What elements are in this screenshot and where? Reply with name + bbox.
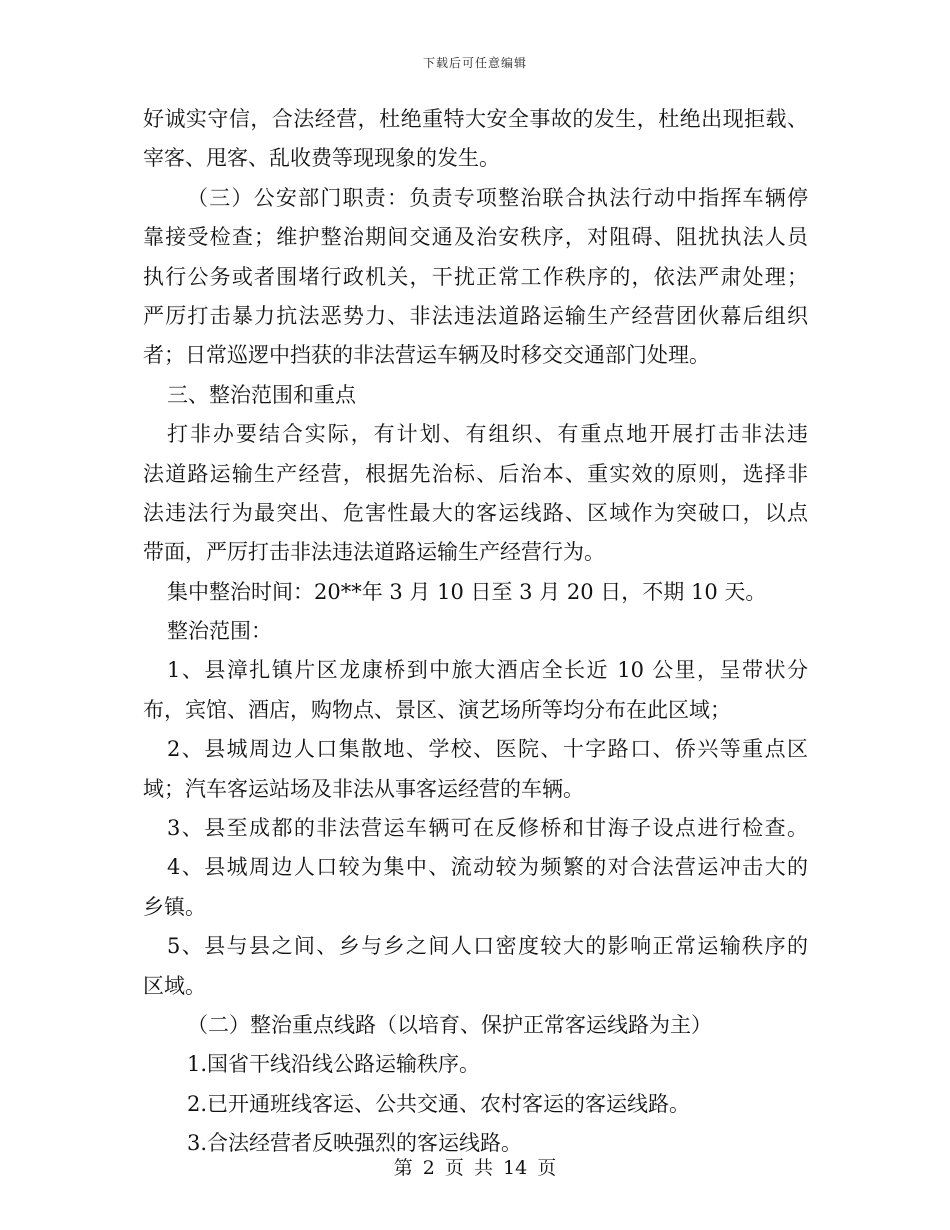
list-item: 1、县漳扎镇片区龙康桥到中旅大酒店全长近 10 公里，呈带状分: [167, 658, 808, 683]
document-body: [143, 100, 808, 1164]
text-line: 域；汽车客运站场及非法从事客运经营的车辆。: [143, 776, 584, 801]
text-line: 执行公务或者围堵行政机关，干扰正常工作秩序的，依法严肃处理；: [143, 264, 808, 289]
list-item: 2、县城周边人口集散地、学校、医院、十字路口、侨兴等重点区: [167, 737, 808, 762]
text-line: （三）公安部门职责：负责专项整治联合执法行动中指挥车辆停: [187, 185, 808, 210]
text-line: 宰客、甩客、乱收费等现现象的发生。: [143, 146, 500, 171]
list-item: 2.已开通班线客运、公共交通、农村客运的客运线路。: [187, 1091, 691, 1116]
text-line: 整治范围：: [167, 619, 272, 644]
text-line: 法道路运输生产经营，根据先治标、后治本、重实效的原则，选择非: [143, 461, 808, 486]
text-line: 布，宾馆、酒店，购物点、景区、演艺场所等均分布在此区域；: [143, 697, 731, 722]
text-line: 带面，严厉打击非法违法道路运输生产经营行为。: [143, 540, 605, 565]
text-line: 者；日常巡逻中挡获的非法营运车辆及时移交交通部门处理。: [143, 343, 710, 368]
list-item: 4、县城周边人口较为集中、流动较为频繁的对合法营运冲击大的: [167, 855, 808, 880]
list-item: 3、县至成都的非法营运车辆可在反修桥和甘海子设点进行检查。: [167, 816, 808, 841]
page-number: 第 2 页 共 14 页: [393, 1157, 557, 1179]
text-line: 严厉打击暴力抗法恶势力、非法违法道路运输生产经营团伙幕后组织: [143, 303, 808, 328]
text-line: 好诚实守信，合法经营，杜绝重特大安全事故的发生，杜绝出现拒载、: [143, 107, 808, 131]
section-heading: （二）整治重点线路（以培育、保护正常客运线路为主）: [187, 1012, 712, 1037]
text-line: 法违法行为最突出、危害性最大的客运线路、区域作为突破口，以点: [143, 500, 808, 525]
text-line: 乡镇。: [143, 894, 206, 919]
text-line: 打非办要结合实际，有计划、有组织、有重点地开展打击非法违: [167, 422, 808, 447]
list-item: 5、县与县之间、乡与乡之间人口密度较大的影响正常运输秩序的: [167, 934, 808, 959]
text-line: 靠接受检查；维护整治期间交通及治安秩序，对阻碍、阻扰执法人员: [143, 225, 808, 250]
text-line: 集中整治时间：20**年 3 月 10 日至 3 月 20 日，不期 10 天。: [167, 579, 767, 604]
page-header: 下载后可任意编辑: [422, 56, 527, 70]
text-line: 区域。: [143, 973, 206, 998]
list-item: 3.合法经营者反映强烈的客运线路。: [187, 1131, 523, 1156]
section-heading: 三、整治范围和重点: [167, 382, 356, 407]
list-item: 1.国省干线沿线公路运输秩序。: [187, 1052, 481, 1077]
